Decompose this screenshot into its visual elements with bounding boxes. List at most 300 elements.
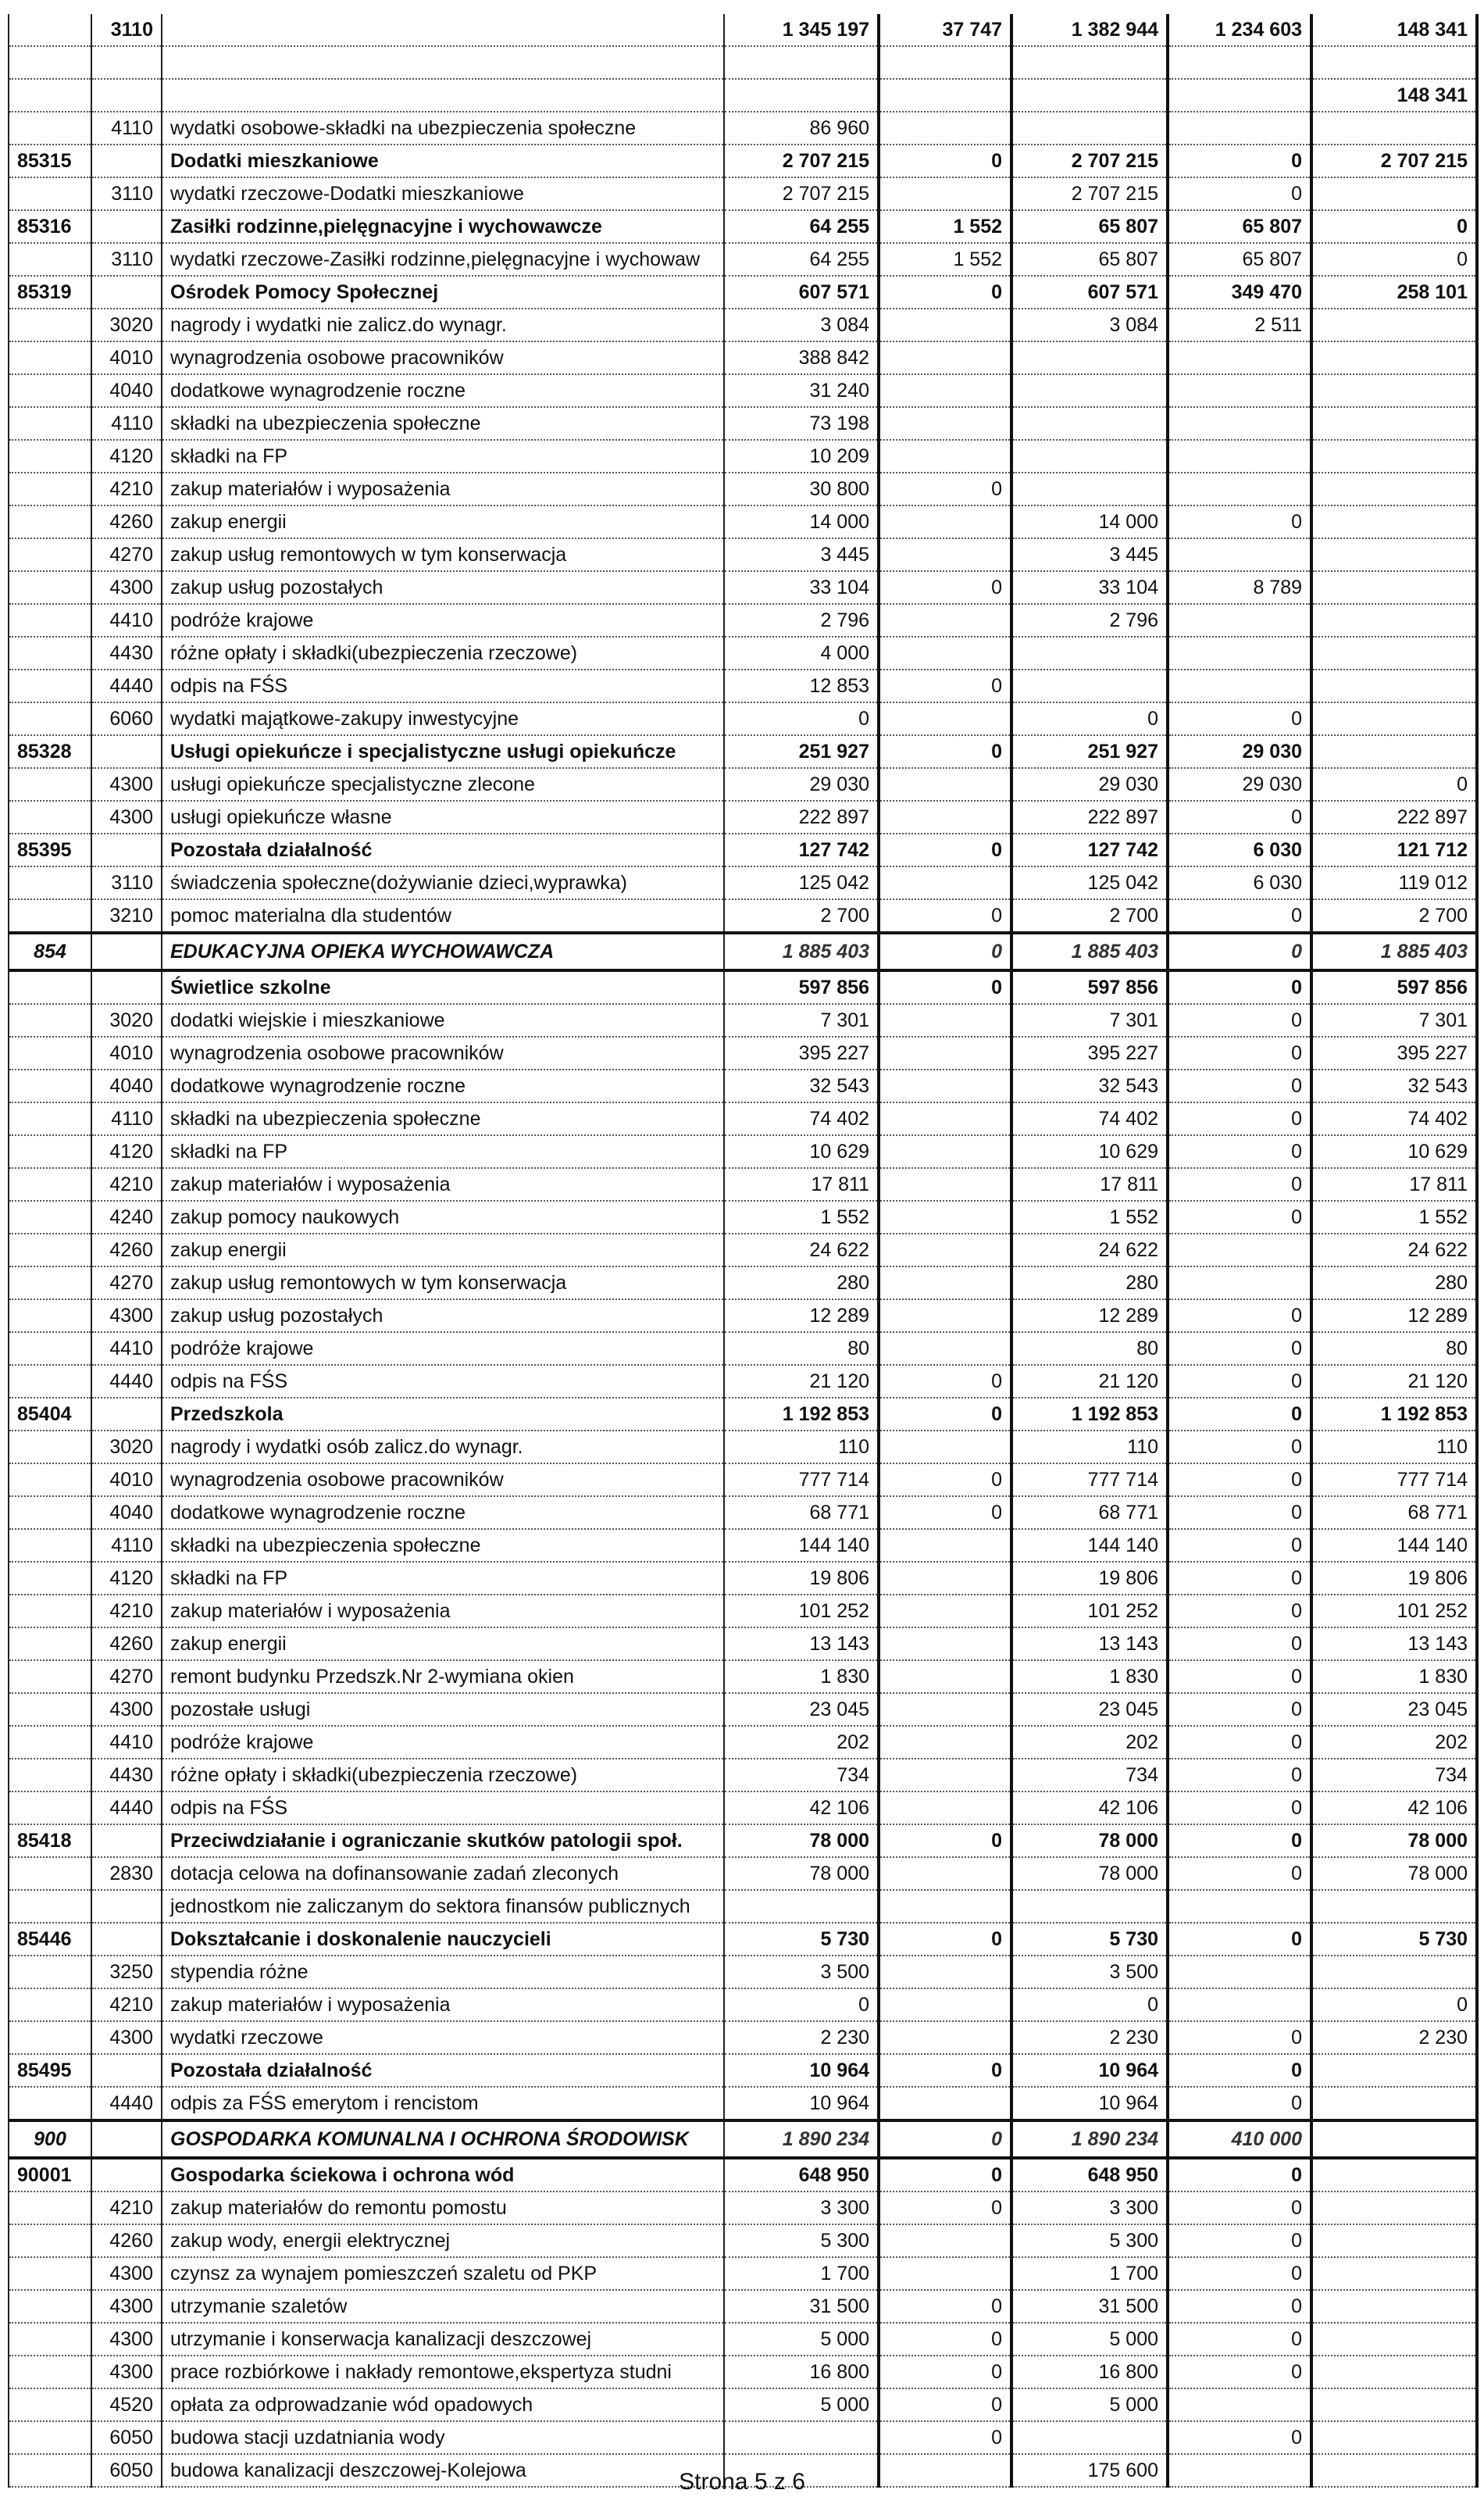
paragraph-code: 4300 — [91, 768, 162, 801]
plan-amount: 0 — [724, 702, 879, 735]
plan-amount: 12 853 — [724, 670, 879, 702]
change-amount — [879, 79, 1011, 112]
dzial-code: 85446 — [9, 1923, 91, 1956]
plan-amount: 10 209 — [724, 440, 879, 473]
own-amount: 68 771 — [1311, 1496, 1477, 1529]
paragraph-code: 6060 — [91, 702, 162, 735]
dzial-code — [9, 1726, 91, 1759]
change-amount: 0 — [879, 1496, 1011, 1529]
commissioned-amount: 0 — [1168, 702, 1311, 735]
table-row — [9, 1102, 1477, 1135]
dzial-code — [9, 1956, 91, 1988]
commissioned-amount: 0 — [1168, 1332, 1311, 1365]
amount-after-change: 24 622 — [1011, 1234, 1168, 1266]
own-amount: 110 — [1311, 1431, 1477, 1463]
amount-after-change: 3 084 — [1011, 309, 1168, 341]
commissioned-amount: 0 — [1168, 1463, 1311, 1496]
item-description: wynagrodzenia osobowe pracowników — [162, 341, 724, 374]
plan-amount: 5 000 — [724, 2323, 879, 2356]
commissioned-amount — [1168, 1890, 1311, 1923]
own-amount — [1311, 473, 1477, 505]
plan-amount: 33 104 — [724, 571, 879, 604]
commissioned-amount: 0 — [1168, 1627, 1311, 1660]
amount-after-change: 17 811 — [1011, 1168, 1168, 1201]
section-row — [9, 933, 1477, 970]
plan-amount: 3 300 — [724, 2192, 879, 2224]
change-amount — [879, 702, 1011, 735]
paragraph-code: 4040 — [91, 374, 162, 407]
dzial-code: 900 — [9, 2120, 91, 2158]
commissioned-amount: 0 — [1168, 505, 1311, 538]
own-amount — [1311, 2120, 1477, 2158]
own-amount: 78 000 — [1311, 1857, 1477, 1890]
amount-after-change: 734 — [1011, 1759, 1168, 1791]
amount-after-change — [1011, 670, 1168, 702]
commissioned-amount: 0 — [1168, 1562, 1311, 1595]
amount-after-change: 74 402 — [1011, 1102, 1168, 1135]
paragraph-code: 3210 — [91, 899, 162, 933]
commissioned-amount: 0 — [1168, 177, 1311, 210]
item-description: odpis za FŚS emerytom i rencistom — [162, 2087, 724, 2120]
amount-after-change: 110 — [1011, 1431, 1168, 1463]
table-row — [9, 1299, 1477, 1332]
plan-amount: 17 811 — [724, 1168, 879, 1201]
own-amount: 2 707 215 — [1311, 145, 1477, 177]
amount-after-change — [1011, 2421, 1168, 2454]
plan-amount: 388 842 — [724, 341, 879, 374]
dzial-code: 85495 — [9, 2054, 91, 2087]
section-row — [9, 2120, 1477, 2158]
commissioned-amount: 0 — [1168, 2257, 1311, 2290]
dzial-code: 854 — [9, 933, 91, 970]
table-row — [9, 1431, 1477, 1463]
table-row — [9, 14, 1477, 46]
own-amount — [1311, 2257, 1477, 2290]
amount-after-change — [1011, 79, 1168, 112]
item-description: Zasiłki rodzinne,pielęgnacyjne i wychowawcze — [162, 210, 724, 243]
paragraph-code: 4410 — [91, 604, 162, 637]
paragraph-code: 4110 — [91, 112, 162, 145]
item-description: Usługi opiekuńcze i specjalistyczne usługi opiekuńcze — [162, 735, 724, 768]
table-row — [9, 341, 1477, 374]
commissioned-amount: 8 789 — [1168, 571, 1311, 604]
change-amount — [879, 866, 1011, 899]
item-description: odpis na FŚS — [162, 670, 724, 702]
plan-amount: 251 927 — [724, 735, 879, 768]
paragraph-code: 4260 — [91, 505, 162, 538]
table-row — [9, 2224, 1477, 2257]
paragraph-code — [91, 2158, 162, 2192]
plan-amount: 80 — [724, 1332, 879, 1365]
item-description: podróże krajowe — [162, 1332, 724, 1365]
dzial-code — [9, 1627, 91, 1660]
item-description: zakup pomocy naukowych — [162, 1201, 724, 1234]
amount-after-change — [1011, 341, 1168, 374]
item-description — [162, 46, 724, 79]
dzial-code: 85328 — [9, 735, 91, 768]
table-row — [9, 243, 1477, 276]
table-row — [9, 276, 1477, 309]
dzial-code — [9, 2356, 91, 2388]
commissioned-amount: 0 — [1168, 2158, 1311, 2192]
table-row — [9, 1037, 1477, 1070]
amount-after-change: 1 890 234 — [1011, 2120, 1168, 2158]
table-row — [9, 1857, 1477, 1890]
paragraph-code: 4260 — [91, 1234, 162, 1266]
paragraph-code: 4440 — [91, 1791, 162, 1824]
paragraph-code: 4270 — [91, 538, 162, 571]
plan-amount: 32 543 — [724, 1070, 879, 1102]
amount-after-change: 175 600 — [1011, 2454, 1168, 2487]
plan-amount: 10 629 — [724, 1135, 879, 1168]
amount-after-change: 395 227 — [1011, 1037, 1168, 1070]
own-amount: 280 — [1311, 1266, 1477, 1299]
plan-amount: 1 885 403 — [724, 933, 879, 970]
amount-after-change: 12 289 — [1011, 1299, 1168, 1332]
paragraph-code: 4300 — [91, 571, 162, 604]
dzial-code — [9, 1004, 91, 1037]
own-amount: 0 — [1311, 210, 1477, 243]
amount-after-change: 597 856 — [1011, 970, 1168, 1004]
change-amount — [879, 1857, 1011, 1890]
table-row — [9, 1004, 1477, 1037]
change-amount — [879, 1988, 1011, 2021]
paragraph-code: 4300 — [91, 1693, 162, 1726]
table-row — [9, 1595, 1477, 1627]
commissioned-amount: 0 — [1168, 1693, 1311, 1726]
table-row — [9, 1791, 1477, 1824]
item-description: usługi opiekuńcze własne — [162, 801, 724, 834]
item-description: zakup materiałów i wyposażenia — [162, 473, 724, 505]
commissioned-amount: 0 — [1168, 801, 1311, 834]
change-amount — [879, 1890, 1011, 1923]
commissioned-amount: 410 000 — [1168, 2120, 1311, 2158]
table-row — [9, 309, 1477, 341]
dzial-code — [9, 1299, 91, 1332]
plan-amount: 73 198 — [724, 407, 879, 440]
plan-amount: 2 707 215 — [724, 145, 879, 177]
plan-amount: 30 800 — [724, 473, 879, 505]
change-amount: 0 — [879, 2054, 1011, 2087]
commissioned-amount: 0 — [1168, 1431, 1311, 1463]
amount-after-change: 21 120 — [1011, 1365, 1168, 1398]
amount-after-change: 2 707 215 — [1011, 177, 1168, 210]
table-row — [9, 1463, 1477, 1496]
commissioned-amount: 349 470 — [1168, 276, 1311, 309]
dzial-code — [9, 1660, 91, 1693]
dzial-code — [9, 768, 91, 801]
paragraph-code: 4430 — [91, 1759, 162, 1791]
paragraph-code: 2830 — [91, 1857, 162, 1890]
commissioned-amount: 6 030 — [1168, 834, 1311, 866]
commissioned-amount: 0 — [1168, 1726, 1311, 1759]
dzial-code — [9, 1693, 91, 1726]
plan-amount: 21 120 — [724, 1365, 879, 1398]
dzial-code — [9, 1234, 91, 1266]
paragraph-code: 4040 — [91, 1070, 162, 1102]
dzial-code — [9, 1201, 91, 1234]
paragraph-code — [91, 79, 162, 112]
change-amount: 0 — [879, 1463, 1011, 1496]
plan-amount: 1 700 — [724, 2257, 879, 2290]
commissioned-amount: 0 — [1168, 1398, 1311, 1431]
own-amount: 597 856 — [1311, 970, 1477, 1004]
plan-amount: 78 000 — [724, 1857, 879, 1890]
plan-amount: 16 800 — [724, 2356, 879, 2388]
paragraph-code: 4300 — [91, 2356, 162, 2388]
table-row — [9, 2021, 1477, 2054]
plan-amount: 3 445 — [724, 538, 879, 571]
plan-amount: 31 500 — [724, 2290, 879, 2323]
table-row — [9, 2257, 1477, 2290]
plan-amount: 2 230 — [724, 2021, 879, 2054]
change-amount: 37 747 — [879, 14, 1011, 46]
own-amount: 7 301 — [1311, 1004, 1477, 1037]
own-amount — [1311, 538, 1477, 571]
change-amount — [879, 1956, 1011, 1988]
commissioned-amount: 0 — [1168, 2087, 1311, 2120]
item-description: Przedszkola — [162, 1398, 724, 1431]
amount-after-change: 202 — [1011, 1726, 1168, 1759]
dzial-code — [9, 309, 91, 341]
change-amount: 0 — [879, 735, 1011, 768]
plan-amount: 42 106 — [724, 1791, 879, 1824]
commissioned-amount: 0 — [1168, 1529, 1311, 1562]
amount-after-change: 3 500 — [1011, 1956, 1168, 1988]
item-description: Pozostała działalność — [162, 2054, 724, 2087]
table-row — [9, 1824, 1477, 1857]
table-row — [9, 1956, 1477, 1988]
amount-after-change — [1011, 407, 1168, 440]
paragraph-code: 3250 — [91, 1956, 162, 1988]
plan-amount: 68 771 — [724, 1496, 879, 1529]
change-amount — [879, 1562, 1011, 1595]
own-amount: 19 806 — [1311, 1562, 1477, 1595]
paragraph-code: 4440 — [91, 1365, 162, 1398]
item-description: EDUKACYJNA OPIEKA WYCHOWAWCZA — [162, 933, 724, 970]
commissioned-amount: 0 — [1168, 1923, 1311, 1956]
item-description: wynagrodzenia osobowe pracowników — [162, 1463, 724, 1496]
change-amount: 0 — [879, 2421, 1011, 2454]
paragraph-code — [91, 1923, 162, 1956]
change-amount: 0 — [879, 2388, 1011, 2421]
change-amount: 0 — [879, 970, 1011, 1004]
dzial-code: 85316 — [9, 210, 91, 243]
table-row — [9, 1266, 1477, 1299]
change-amount — [879, 1201, 1011, 1234]
plan-amount: 1 552 — [724, 1201, 879, 1234]
table-row — [9, 505, 1477, 538]
paragraph-code: 3110 — [91, 243, 162, 276]
change-amount — [879, 1759, 1011, 1791]
table-row — [9, 2356, 1477, 2388]
plan-amount — [724, 2421, 879, 2454]
own-amount — [1311, 2323, 1477, 2356]
table-row — [9, 473, 1477, 505]
table-row — [9, 1562, 1477, 1595]
change-amount: 0 — [879, 2120, 1011, 2158]
own-amount — [1311, 341, 1477, 374]
dzial-code — [9, 1037, 91, 1070]
plan-amount: 734 — [724, 1759, 879, 1791]
own-amount — [1311, 2054, 1477, 2087]
own-amount: 101 252 — [1311, 1595, 1477, 1627]
plan-amount: 23 045 — [724, 1693, 879, 1726]
plan-amount — [724, 46, 879, 79]
change-amount: 0 — [879, 2323, 1011, 2356]
change-amount — [879, 604, 1011, 637]
item-description: dodatki wiejskie i mieszkaniowe — [162, 1004, 724, 1037]
change-amount — [879, 505, 1011, 538]
own-amount: 395 227 — [1311, 1037, 1477, 1070]
plan-amount: 607 571 — [724, 276, 879, 309]
item-description — [162, 79, 724, 112]
dzial-code — [9, 1431, 91, 1463]
own-amount: 144 140 — [1311, 1529, 1477, 1562]
table-row — [9, 866, 1477, 899]
change-amount — [879, 1660, 1011, 1693]
change-amount: 0 — [879, 2192, 1011, 2224]
change-amount — [879, 46, 1011, 79]
change-amount — [879, 768, 1011, 801]
amount-after-change: 2 230 — [1011, 2021, 1168, 2054]
table-row — [9, 1529, 1477, 1562]
change-amount — [879, 637, 1011, 670]
item-description: jednostkom nie zaliczanym do sektora finansów publicznych — [162, 1890, 724, 1923]
dzial-code — [9, 1332, 91, 1365]
amount-after-change: 7 301 — [1011, 1004, 1168, 1037]
dzial-code — [9, 1266, 91, 1299]
change-amount: 0 — [879, 571, 1011, 604]
amount-after-change: 2 796 — [1011, 604, 1168, 637]
budget-expense-table — [8, 14, 1479, 2488]
plan-amount: 86 960 — [724, 112, 879, 145]
own-amount: 13 143 — [1311, 1627, 1477, 1660]
plan-amount: 222 897 — [724, 801, 879, 834]
table-row — [9, 1332, 1477, 1365]
amount-after-change: 78 000 — [1011, 1857, 1168, 1890]
item-description: zakup usług remontowych w tym konserwacja — [162, 1266, 724, 1299]
item-description: Pozostała działalność — [162, 834, 724, 866]
item-description: nagrody i wydatki nie zalicz.do wynagr. — [162, 309, 724, 341]
own-amount: 258 101 — [1311, 276, 1477, 309]
item-description: odpis na FŚS — [162, 1791, 724, 1824]
dzial-code — [9, 2323, 91, 2356]
own-amount: 17 811 — [1311, 1168, 1477, 1201]
commissioned-amount: 0 — [1168, 1070, 1311, 1102]
change-amount — [879, 1791, 1011, 1824]
change-amount: 0 — [879, 834, 1011, 866]
item-description: Przeciwdziałanie i ograniczanie skutków patologii społ. — [162, 1824, 724, 1857]
paragraph-code — [91, 1890, 162, 1923]
own-amount: 777 714 — [1311, 1463, 1477, 1496]
change-amount — [879, 1004, 1011, 1037]
table-row — [9, 899, 1477, 933]
paragraph-code: 4300 — [91, 2021, 162, 2054]
own-amount — [1311, 374, 1477, 407]
item-description: wydatki osobowe-składki na ubezpieczenia społeczne — [162, 112, 724, 145]
commissioned-amount: 29 030 — [1168, 735, 1311, 768]
table-row — [9, 79, 1477, 112]
commissioned-amount — [1168, 538, 1311, 571]
change-amount — [879, 2257, 1011, 2290]
amount-after-change: 10 964 — [1011, 2087, 1168, 2120]
own-amount — [1311, 1956, 1477, 1988]
own-amount: 0 — [1311, 1988, 1477, 2021]
commissioned-amount: 65 807 — [1168, 210, 1311, 243]
item-description: zakup usług pozostałych — [162, 1299, 724, 1332]
table-row — [9, 1496, 1477, 1529]
amount-after-change: 13 143 — [1011, 1627, 1168, 1660]
dzial-code — [9, 1496, 91, 1529]
plan-amount: 125 042 — [724, 866, 879, 899]
dzial-code — [9, 1759, 91, 1791]
amount-after-change: 2 707 215 — [1011, 145, 1168, 177]
plan-amount: 144 140 — [724, 1529, 879, 1562]
plan-amount: 597 856 — [724, 970, 879, 1004]
amount-after-change — [1011, 374, 1168, 407]
table-row — [9, 1135, 1477, 1168]
change-amount — [879, 309, 1011, 341]
amount-after-change: 23 045 — [1011, 1693, 1168, 1726]
plan-amount: 101 252 — [724, 1595, 879, 1627]
item-description: budowa kanalizacji deszczowej-Kolejowa — [162, 2454, 724, 2487]
commissioned-amount: 0 — [1168, 1824, 1311, 1857]
change-amount: 0 — [879, 2158, 1011, 2192]
commissioned-amount: 0 — [1168, 1857, 1311, 1890]
dzial-code: 85395 — [9, 834, 91, 866]
plan-amount: 78 000 — [724, 1824, 879, 1857]
plan-amount: 777 714 — [724, 1463, 879, 1496]
item-description: czynsz za wynajem pomieszczeń szaletu od PKP — [162, 2257, 724, 2290]
commissioned-amount: 0 — [1168, 2323, 1311, 2356]
item-description: dotacja celowa na dofinansowanie zadań zleconych — [162, 1857, 724, 1890]
plan-amount: 2 796 — [724, 604, 879, 637]
item-description: dodatkowe wynagrodzenie roczne — [162, 374, 724, 407]
dzial-code: 85319 — [9, 276, 91, 309]
commissioned-amount: 0 — [1168, 1201, 1311, 1234]
plan-amount: 395 227 — [724, 1037, 879, 1070]
dzial-code — [9, 538, 91, 571]
paragraph-code: 4010 — [91, 1037, 162, 1070]
own-amount — [1311, 637, 1477, 670]
dzial-code — [9, 1529, 91, 1562]
change-amount — [879, 2021, 1011, 2054]
table-row — [9, 1365, 1477, 1398]
item-description: wydatki rzeczowe-Dodatki mieszkaniowe — [162, 177, 724, 210]
table-row — [9, 1234, 1477, 1266]
amount-after-change: 19 806 — [1011, 1562, 1168, 1595]
amount-after-change: 16 800 — [1011, 2356, 1168, 2388]
paragraph-code: 3110 — [91, 866, 162, 899]
amount-after-change: 0 — [1011, 1988, 1168, 2021]
commissioned-amount: 0 — [1168, 2021, 1311, 2054]
page-number: Strona 5 z 6 — [679, 2469, 805, 2495]
item-description: stypendia różne — [162, 1956, 724, 1988]
commissioned-amount: 0 — [1168, 1595, 1311, 1627]
change-amount: 0 — [879, 933, 1011, 970]
table-row — [9, 2421, 1477, 2454]
item-description: prace rozbiórkowe i nakłady remontowe,ekspertyza studni — [162, 2356, 724, 2388]
dzial-code: 85404 — [9, 1398, 91, 1431]
own-amount: 42 106 — [1311, 1791, 1477, 1824]
table-row — [9, 2158, 1477, 2192]
item-description: zakup energii — [162, 505, 724, 538]
plan-amount: 1 890 234 — [724, 2120, 879, 2158]
own-amount: 32 543 — [1311, 1070, 1477, 1102]
change-amount — [879, 1234, 1011, 1266]
own-amount — [1311, 1890, 1477, 1923]
